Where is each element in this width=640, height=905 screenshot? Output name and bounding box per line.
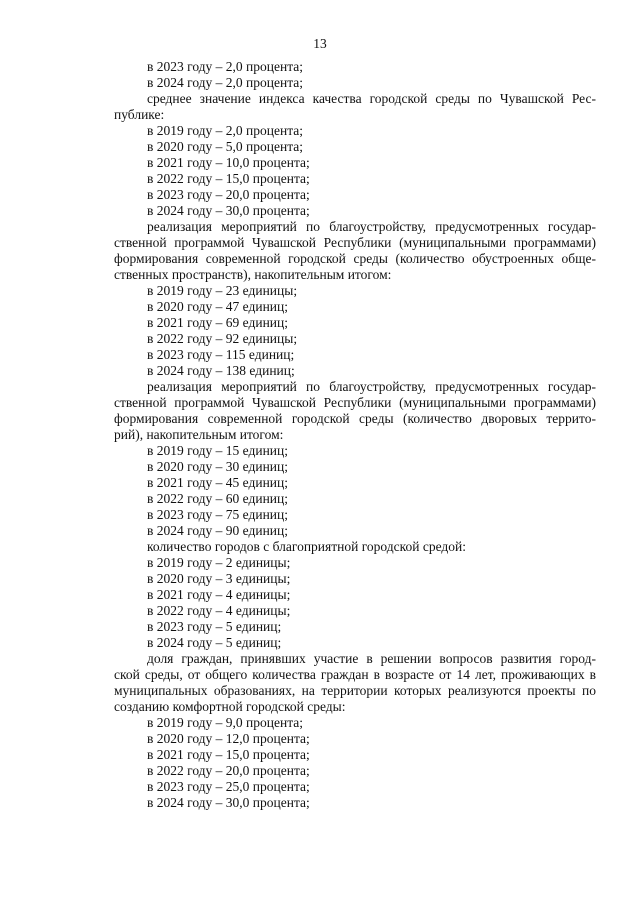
text-line: ственных пространств), накопительным итогом: (114, 267, 392, 282)
text-line: в 2022 году – 20,0 процента; (147, 763, 310, 778)
text-line: муниципальных образованиях, на территории которых реализуются проекты по (114, 683, 596, 698)
text-line: в 2023 году – 5 единиц; (147, 619, 282, 634)
text-line: в 2021 году – 10,0 процента; (147, 155, 310, 170)
text-line: в 2024 году – 30,0 процента; (147, 203, 310, 218)
text-line: количество городов с благоприятной городской средой: (147, 539, 467, 554)
text-line: формирования современной городской среды (количество дворовых террито- (114, 411, 596, 426)
text-line: в 2023 году – 115 единиц; (147, 347, 295, 362)
text-line: в 2024 году – 90 единиц; (147, 523, 289, 538)
text-line: в 2021 году – 45 единиц; (147, 475, 289, 490)
text-line: ственной программой Чувашской Республики (муниципальными программами) (114, 395, 596, 410)
text-line: в 2024 году – 2,0 процента; (147, 75, 304, 90)
text-line: в 2019 году – 2 единицы; (147, 555, 291, 570)
text-line: в 2024 году – 138 единиц; (147, 363, 295, 378)
text-line: ственной программой Чувашской Республики (муниципальными программами) (114, 235, 596, 250)
text-line: в 2020 году – 5,0 процента; (147, 139, 304, 154)
text-line: в 2022 году – 4 единицы; (147, 603, 291, 618)
text-line: в 2021 году – 69 единиц; (147, 315, 289, 330)
text-line: в 2019 году – 23 единицы; (147, 283, 298, 298)
text-line: в 2020 году – 12,0 процента; (147, 731, 310, 746)
text-line: созданию комфортной городской среды: (114, 699, 346, 714)
text-line: в 2024 году – 30,0 процента; (147, 795, 310, 810)
text-line: в 2023 году – 75 единиц; (147, 507, 289, 522)
text-line: в 2023 году – 20,0 процента; (147, 187, 310, 202)
text-line: реализация мероприятий по благоустройству, предусмотренных государ- (147, 219, 596, 234)
text-line: в 2019 году – 15 единиц; (147, 443, 289, 458)
text-line: в 2022 году – 15,0 процента; (147, 171, 310, 186)
text-line: среднее значение индекса качества городской среды по Чувашской Рес- (147, 91, 596, 106)
document-body (114, 59, 596, 811)
text-line: доля граждан, принявших участие в решении вопросов развития город- (147, 651, 596, 666)
text-line: в 2020 году – 30 единиц; (147, 459, 289, 474)
text-line: реализация мероприятий по благоустройству, предусмотренных государ- (147, 379, 596, 394)
text-line: в 2020 году – 3 единицы; (147, 571, 291, 586)
page-number: 13 (313, 36, 327, 51)
text-line: в 2020 году – 47 единиц; (147, 299, 289, 314)
text-line: в 2021 году – 4 единицы; (147, 587, 291, 602)
text-line: в 2023 году – 25,0 процента; (147, 779, 310, 794)
text-line: в 2023 году – 2,0 процента; (147, 59, 304, 74)
text-line: в 2022 году – 60 единиц; (147, 491, 289, 506)
text-line: формирования современной городской среды (количество обустроенных обще- (114, 251, 596, 266)
text-line: в 2022 году – 92 единицы; (147, 331, 298, 346)
text-line: в 2019 году – 2,0 процента; (147, 123, 304, 138)
text-line: в 2019 году – 9,0 процента; (147, 715, 304, 730)
text-line: в 2024 году – 5 единиц; (147, 635, 282, 650)
text-line: в 2021 году – 15,0 процента; (147, 747, 310, 762)
text-line: ской среды, от общего количества граждан в возрасте от 14 лет, проживающих в (114, 667, 596, 682)
text-line: публике: (114, 107, 165, 122)
text-line: рий), накопительным итогом: (114, 427, 284, 442)
